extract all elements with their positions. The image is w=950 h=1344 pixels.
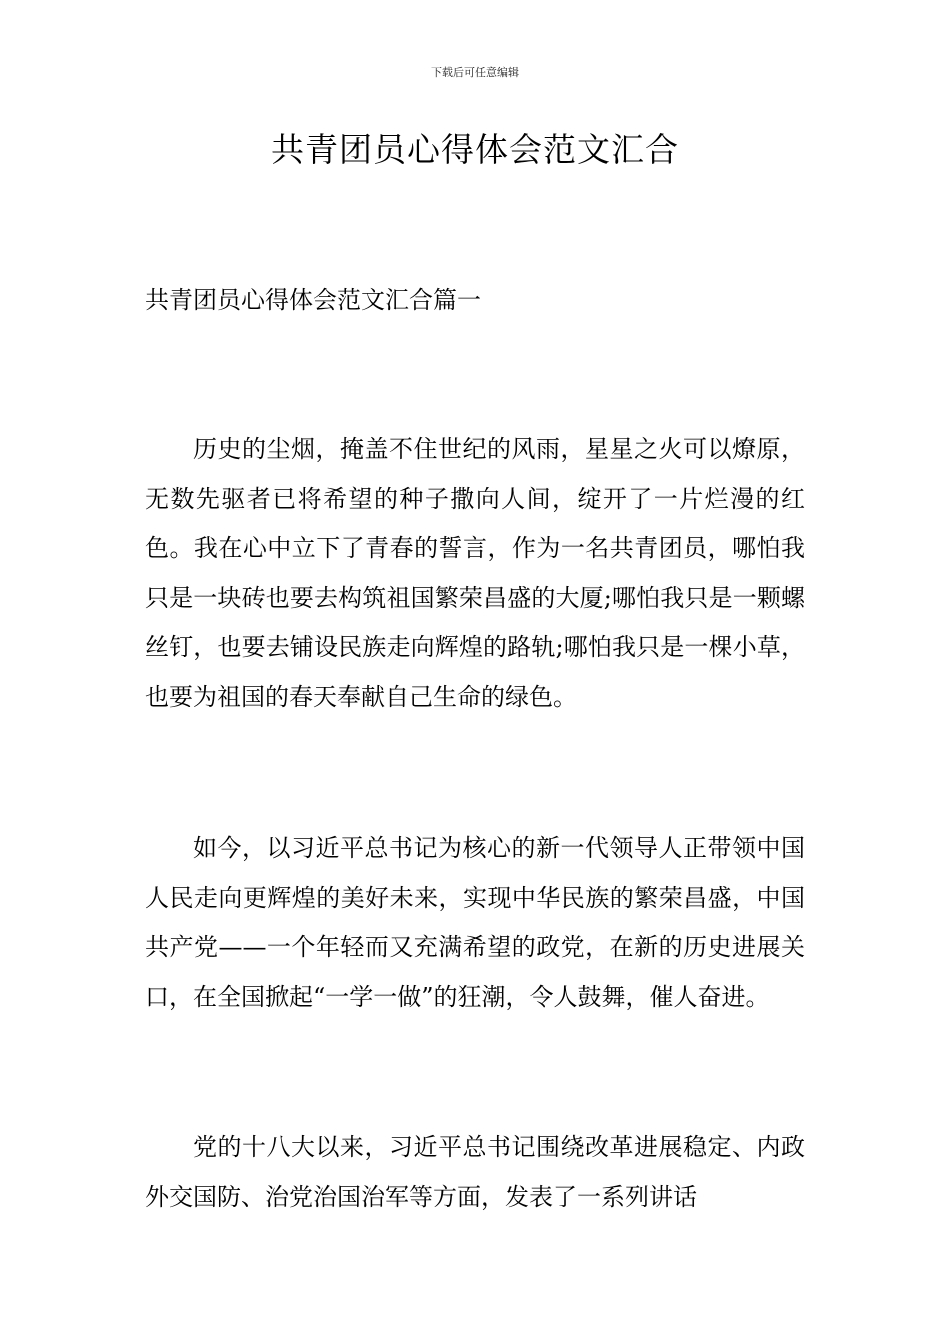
- section-heading: 共青团员心得体会范文汇合篇一: [145, 286, 481, 314]
- document-title: 共青团员心得体会范文汇合: [271, 130, 679, 169]
- body-paragraph-1: 历史的尘烟，掩盖不住世纪的风雨，星星之火可以燎原，无数先驱者已将希望的种子撒向人间，绽开了一片烂漫的红色。我在心中立下了青春的誓言，作为一名共青团员，哪怕我只是一块砖也要去构筑祖国繁荣昌盛的大厦;哪怕我只是一颗螺丝钉，也要去铺设民族走向辉煌的路轨;哪怕我只是一棵小草，也要为祖国的春天奉献自己生命的绿色。: [145, 435, 805, 711]
- body-paragraph-2: 如今，以习近平总书记为核心的新一代领导人正带领中国人民走向更辉煌的美好未来，实现中华民族的繁荣昌盛，中国共产党——一个年轻而又充满希望的政党，在新的历史进展关口，在全国掀起“一学一做”的狂潮，令人鼓舞，催人奋进。: [145, 834, 805, 1011]
- body-paragraph-3: 党的十八大以来，习近平总书记围绕改革进展稳定、内政外交国防、治党治国治军等方面，发表了一系列讲话: [145, 1133, 805, 1211]
- header-note: 下载后可任意编辑: [431, 66, 519, 79]
